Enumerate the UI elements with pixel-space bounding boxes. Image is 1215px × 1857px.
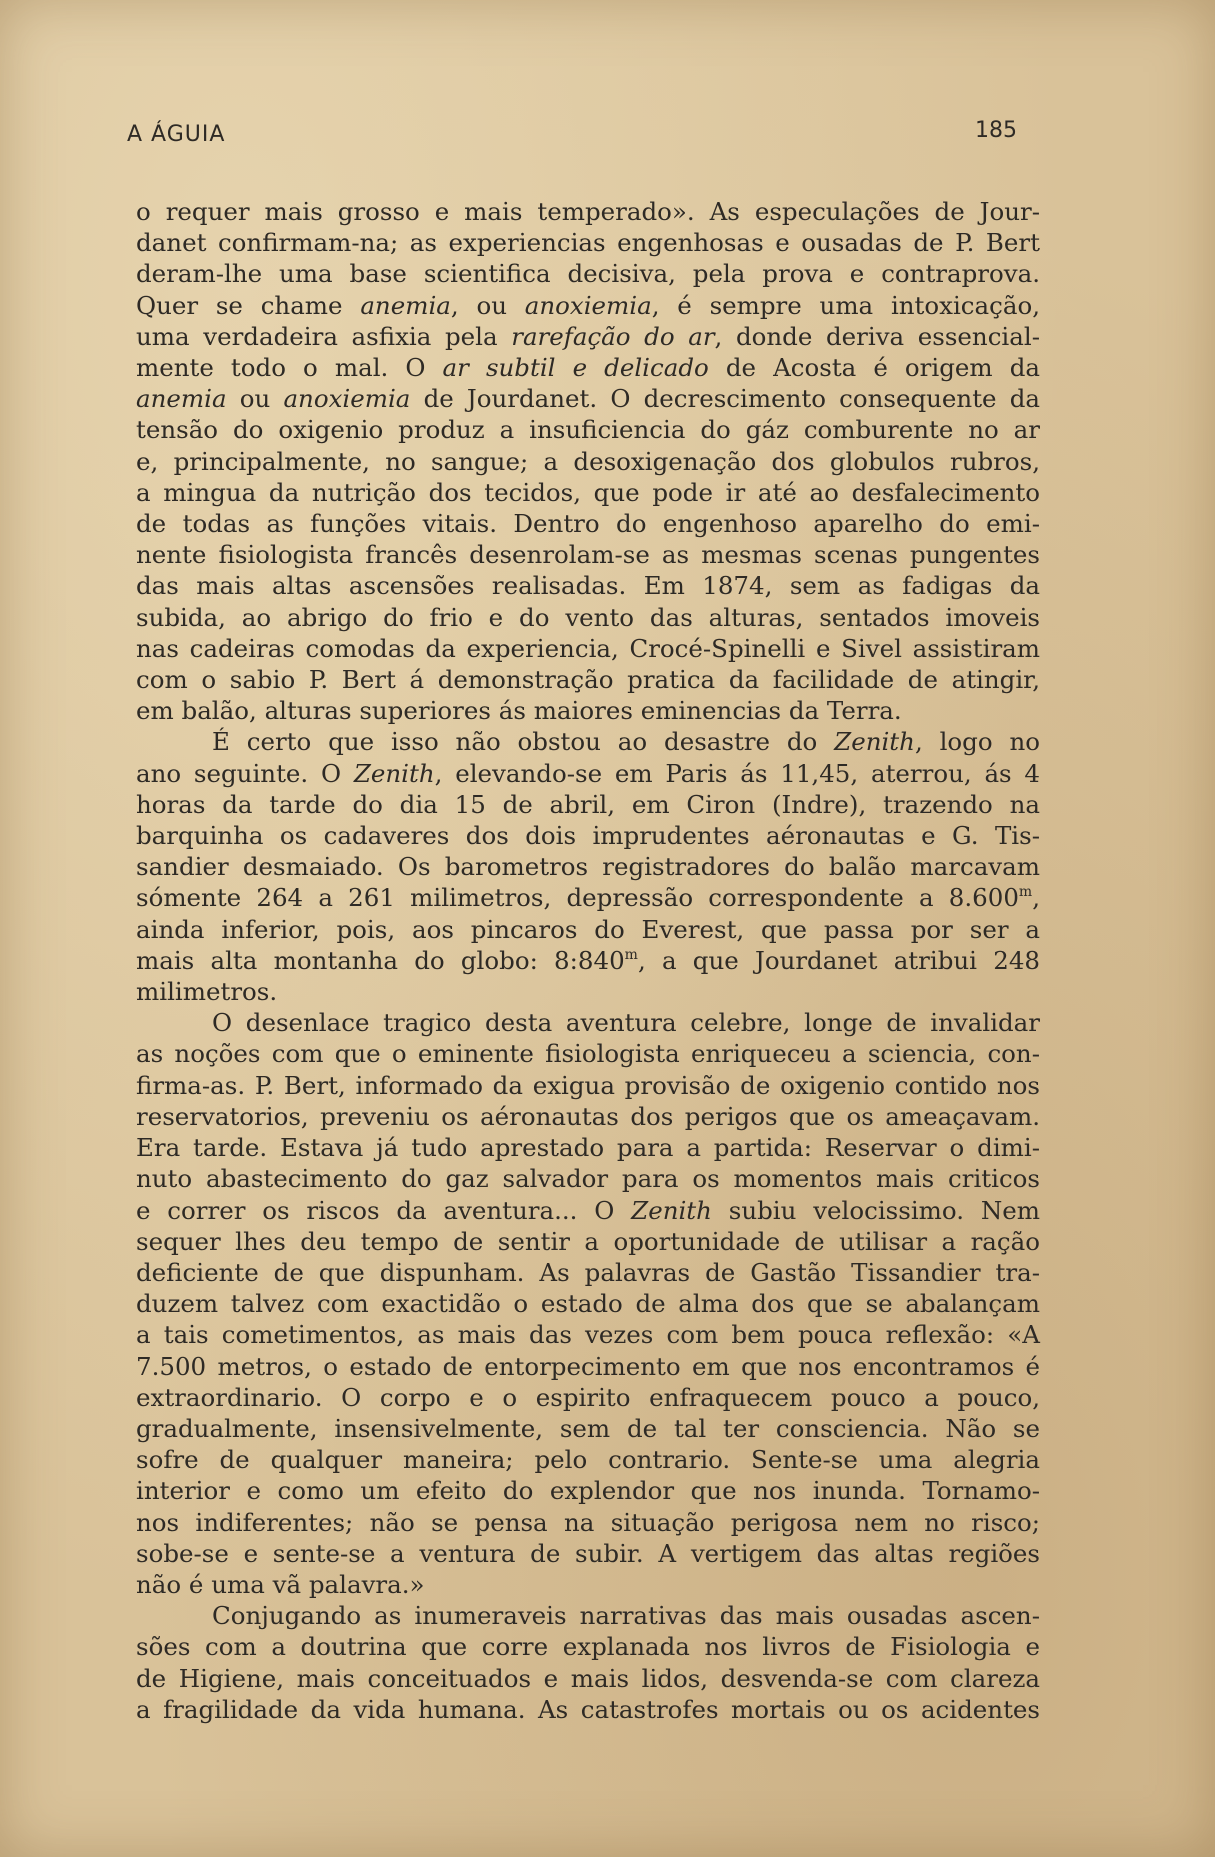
text-line <box>136 383 1040 414</box>
text-line <box>136 1319 1040 1350</box>
text-line <box>136 258 1040 289</box>
text-span: sofre de qualquer maneira; pelo contrario. Sente-se uma alegria <box>136 1445 1040 1475</box>
text-span: subida, ao abrigo do frio e do vento das alturas, sentados imoveis <box>136 602 1040 632</box>
text-line <box>136 758 1040 789</box>
italic-span: anoxiemia <box>283 384 411 414</box>
text-span: , <box>1032 883 1040 913</box>
italic-span: rarefação do ar <box>511 321 715 351</box>
text-span: , donde deriva essencial- <box>714 321 1040 351</box>
text-line <box>136 914 1040 945</box>
text-span: horas da tarde do dia 15 de abril, em Ciron (Indre), trazendo na <box>136 789 1040 819</box>
text-span: ainda inferior, pois, aos pincaros do Everest, que passa por ser a <box>136 914 1040 944</box>
text-span: mente todo o mal. O <box>136 353 443 383</box>
text-span: não é uma vã palavra.» <box>136 1569 425 1599</box>
text-line <box>136 446 1040 477</box>
text-span: duzem talvez com exactidão o estado de alma dos que se abalançam <box>136 1289 1040 1319</box>
text-span: tensão do oxigenio produz a insuficiencia do gáz comburente no ar <box>136 415 1040 445</box>
text-line <box>136 1007 1040 1038</box>
text-line <box>136 633 1040 664</box>
text-span: de Acosta é origem da <box>708 353 1041 383</box>
text-line <box>136 352 1040 383</box>
text-span: ou <box>226 384 284 414</box>
text-span: É certo que isso não obstou ao desastre do <box>212 727 835 757</box>
text-span: O desenlace tragico desta aventura celebre, longe de invalidar <box>212 1008 1040 1038</box>
text-line <box>136 570 1040 601</box>
text-span: ano seguinte. O <box>136 758 354 788</box>
text-span: o requer mais grosso e mais temperado». As especulações de Jour- <box>136 197 1040 226</box>
text-span: danet confirmam-na; as experiencias engenhosas e ousadas de P. Bert <box>136 228 1040 258</box>
text-span: em balão, alturas superiores ás maiores eminencias da Terra. <box>136 696 902 726</box>
text-span: sequer lhes deu tempo de sentir a oportunidade de utilisar a ração <box>136 1226 1040 1256</box>
text-span: a mingua da nutrição dos tecidos, que pode ir até ao desfalecimento <box>136 477 1040 507</box>
text-span: a fragilidade da vida humana. As catastrofes mortais ou os acidentes <box>136 1694 1040 1724</box>
text-span: milimetros. <box>136 977 278 1007</box>
text-span: nente fisiologista francês desenrolam-se as mesmas scenas pungentes <box>136 540 1040 570</box>
text-line <box>136 1663 1040 1694</box>
text-span: 7.500 metros, o estado de entorpecimento em que nos encontramos é <box>136 1351 1040 1381</box>
text-line <box>136 477 1040 508</box>
text-line <box>136 1382 1040 1413</box>
text-span: e, principalmente, no sangue; a desoxigenação dos globulos rubros, <box>136 446 1040 476</box>
italic-span: anemia <box>360 290 451 320</box>
text-span: nos indiferentes; não se pensa na situação perigosa nem no risco; <box>136 1507 1040 1537</box>
text-line <box>136 1226 1040 1257</box>
italic-span: anoxiemia <box>524 290 652 320</box>
text-line <box>136 508 1040 539</box>
running-title: A ÁGUIA <box>127 122 226 147</box>
text-line <box>136 1070 1040 1101</box>
text-span: , elevando-se em Paris ás 11,45, aterrou, ás 4 <box>434 758 1040 788</box>
text-line <box>136 1569 1040 1600</box>
text-span: uma verdadeira asfixia pela <box>136 321 512 351</box>
text-line <box>136 1195 1040 1226</box>
text-line <box>136 1101 1040 1132</box>
text-span: a tais cometimentos, as mais das vezes com bem pouca reflexão: «A <box>136 1320 1040 1350</box>
body-text <box>136 196 1040 1725</box>
text-span: extraordinario. O corpo e o espirito enfraquecem pouco a pouco, <box>136 1382 1040 1412</box>
text-line <box>136 321 1040 352</box>
text-span: deram-lhe uma base scientifica decisiva, pela prova e contraprova. <box>136 259 1040 289</box>
italic-span: Zenith <box>631 1195 712 1225</box>
page-number: 185 <box>975 118 1017 143</box>
italic-span: anemia <box>136 384 227 414</box>
text-span: deficiente de que dispunham. As palavras de Gastão Tissandier tra- <box>136 1257 1040 1287</box>
text-span: firma-as. P. Bert, informado da exigua provisão de oxigenio contido nos <box>136 1070 1040 1100</box>
text-line <box>136 1600 1040 1631</box>
text-line <box>136 820 1040 851</box>
text-span: , é sempre uma intoxicação, <box>651 290 1040 320</box>
text-line <box>136 945 1040 976</box>
text-span: e correr os riscos da aventura... O <box>136 1195 632 1225</box>
text-span: as noções com que o eminente fisiologista enriqueceu a sciencia, con- <box>136 1039 1040 1069</box>
superscript: m <box>624 946 638 963</box>
text-line <box>136 227 1040 258</box>
text-span: de Jourdanet. O decrescimento consequente da <box>410 384 1040 414</box>
text-line <box>136 1288 1040 1319</box>
text-span: com o sabio P. Bert á demonstração pratica da facilidade de atingir, <box>136 665 1040 695</box>
text-span: barquinha os cadaveres dos dois imprudentes aéronautas e G. Tis- <box>136 821 1040 851</box>
text-span: sobe-se e sente-se a ventura de subir. A vertigem das altas regiões <box>136 1538 1040 1568</box>
text-line <box>136 1351 1040 1382</box>
text-line <box>136 602 1040 633</box>
text-span: Era tarde. Estava já tudo aprestado para a partida: Reservar o dimi- <box>136 1133 1040 1163</box>
text-span: Conjugando as inumeraveis narrativas das mais ousadas ascen- <box>212 1601 1040 1631</box>
text-line <box>136 1132 1040 1163</box>
text-span: , logo no <box>914 727 1040 757</box>
text-span: sómente 264 a 261 milimetros, depressão correspondente a 8.600 <box>136 883 1019 913</box>
page-header <box>127 118 1017 154</box>
text-line <box>136 976 1040 1007</box>
text-line <box>136 695 1040 726</box>
text-span: das mais altas ascensões realisadas. Em 1874, sem as fadigas da <box>136 571 1040 601</box>
text-span: nuto abastecimento do gaz salvador para os momentos mais criticos <box>136 1164 1040 1194</box>
text-line <box>136 414 1040 445</box>
italic-span: ar subtil e delicado <box>442 353 709 383</box>
text-line <box>136 1507 1040 1538</box>
text-span: de Higiene, mais conceituados e mais lidos, desvenda-se com clareza <box>136 1663 1040 1693</box>
text-span: sões com a doutrina que corre explanada nos livros de Fisiologia e <box>136 1632 1040 1662</box>
text-line <box>136 1538 1040 1569</box>
superscript: m <box>1018 884 1033 901</box>
text-line <box>136 789 1040 820</box>
text-line <box>136 1694 1040 1725</box>
text-line <box>136 290 1040 321</box>
text-line <box>136 1475 1040 1506</box>
text-span: mais alta montanha do globo: 8:840 <box>136 945 625 975</box>
text-span: Quer se chame <box>136 290 361 320</box>
text-line <box>136 726 1040 757</box>
text-line <box>136 1163 1040 1194</box>
text-line <box>136 1257 1040 1288</box>
text-line <box>136 196 1040 227</box>
text-line <box>136 1631 1040 1662</box>
text-span: nas cadeiras comodas da experiencia, Crocé-Spinelli e Sivel assistiram <box>136 633 1040 663</box>
text-span: interior e como um efeito do explendor que nos inunda. Tornamo- <box>136 1476 1040 1506</box>
italic-span: Zenith <box>353 758 435 788</box>
text-line <box>136 664 1040 695</box>
text-span: , ou <box>450 290 525 320</box>
text-line <box>136 1413 1040 1444</box>
italic-span: Zenith <box>834 727 915 757</box>
text-line <box>136 1444 1040 1475</box>
text-line <box>136 539 1040 570</box>
text-span: , a que Jourdanet atribui 248 <box>637 945 1040 975</box>
text-line <box>136 882 1040 913</box>
text-span: subiu velocissimo. Nem <box>711 1195 1040 1225</box>
text-span: de todas as funções vitais. Dentro do engenhoso aparelho do emi- <box>136 509 1040 539</box>
text-span: reservatorios, preveniu os aéronautas dos perigos que os ameaçavam. <box>136 1101 1040 1131</box>
text-span: sandier desmaiado. Os barometros registradores do balão marcavam <box>136 852 1040 882</box>
text-span: gradualmente, insensivelmente, sem de tal ter consciencia. Não se <box>136 1413 1040 1443</box>
text-line <box>136 851 1040 882</box>
text-line <box>136 1038 1040 1069</box>
